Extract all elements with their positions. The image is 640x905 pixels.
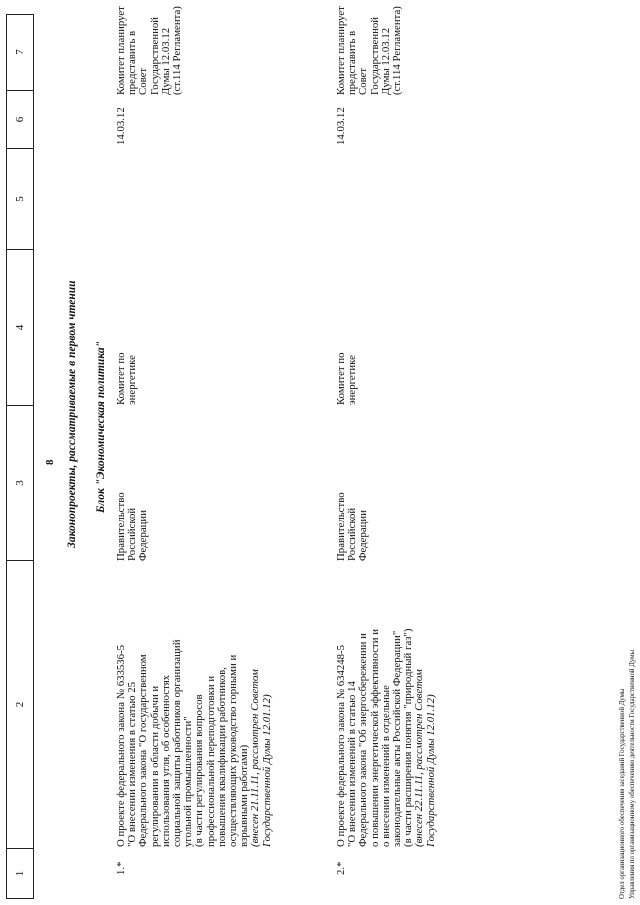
- column-header-6: 6: [7, 91, 33, 149]
- section-title: Законопроекты, рассматриваемые в первом чтении: [66, 280, 78, 548]
- row-1-number: 1.*: [115, 861, 127, 875]
- row-2-committee: Комитет по энергетике: [335, 352, 359, 405]
- column-header-row: [6, 14, 34, 899]
- column-header-2: 2: [7, 561, 33, 849]
- row-1-initiator: Правительство Российской Федерации: [115, 492, 150, 561]
- column-header-1: 1: [7, 849, 33, 899]
- row-2-description-block: [336, 557, 437, 847]
- row-1-description: О проекте федерального закона № 633536-5 "О внесении изменения в статью 25 Федерального закона "О государственном регулировании в области добычи и использования угля, об особенностях социальной защиты работников организаций угольной промышленности" (в части регулирования вопросов профессиональной переподготовки и повышения квалификации работников, осуществляющих руководство горными и взрывными работами): [115, 639, 251, 847]
- column-header-5: 5: [7, 149, 33, 250]
- row-1-remark: Комитет планирует представить в Совет Государственной Думы 12.03.12 (ст.114 Регламента): [115, 6, 184, 95]
- row-1-date: 14.03.12: [115, 107, 127, 145]
- row-1-committee: Комитет по энергетике: [115, 352, 139, 405]
- row-2-note: (внесен 22.11.11, рассмотрен Советом Государственной Думы 12.01.12): [413, 669, 437, 847]
- row-2-initiator: Правительство Российской Федерации: [335, 492, 370, 561]
- column-header-3: 3: [7, 406, 33, 561]
- column-header-4: 4: [7, 250, 33, 406]
- row-1-description-block: [116, 557, 273, 847]
- row-2-description: О проекте федерального закона № 634248-5 "О внесении изменений в статью 14 Федерального закона "Об энергосбережении и о повышении энергетической эффективности и о внесении изменений в отдельные законодательные акты Российской Федерации" (в части расширения понятия "природный газ"): [335, 628, 415, 847]
- page-number: 8: [44, 459, 56, 465]
- footer-line-2: Управления по организационному обеспечению деятельности Государственной Думы: [629, 649, 636, 899]
- row-2-date: 14.03.12: [335, 107, 347, 145]
- row-2-number: 2.*: [335, 861, 347, 875]
- column-header-7: 7: [7, 14, 33, 91]
- row-2-remark: Комитет планирует представить в Совет Государственной Думы 12.03.12 (ст.114 Регламента): [335, 6, 404, 95]
- footer-line-1: Отдел организационного обеспечения заседаний Государственной Думы: [619, 688, 626, 899]
- row-1-note: (внесен 21.11.11, рассмотрен Советом Государственной Думы 12.01.12): [249, 669, 273, 847]
- block-title: Блок "Экономическая политика": [95, 340, 107, 513]
